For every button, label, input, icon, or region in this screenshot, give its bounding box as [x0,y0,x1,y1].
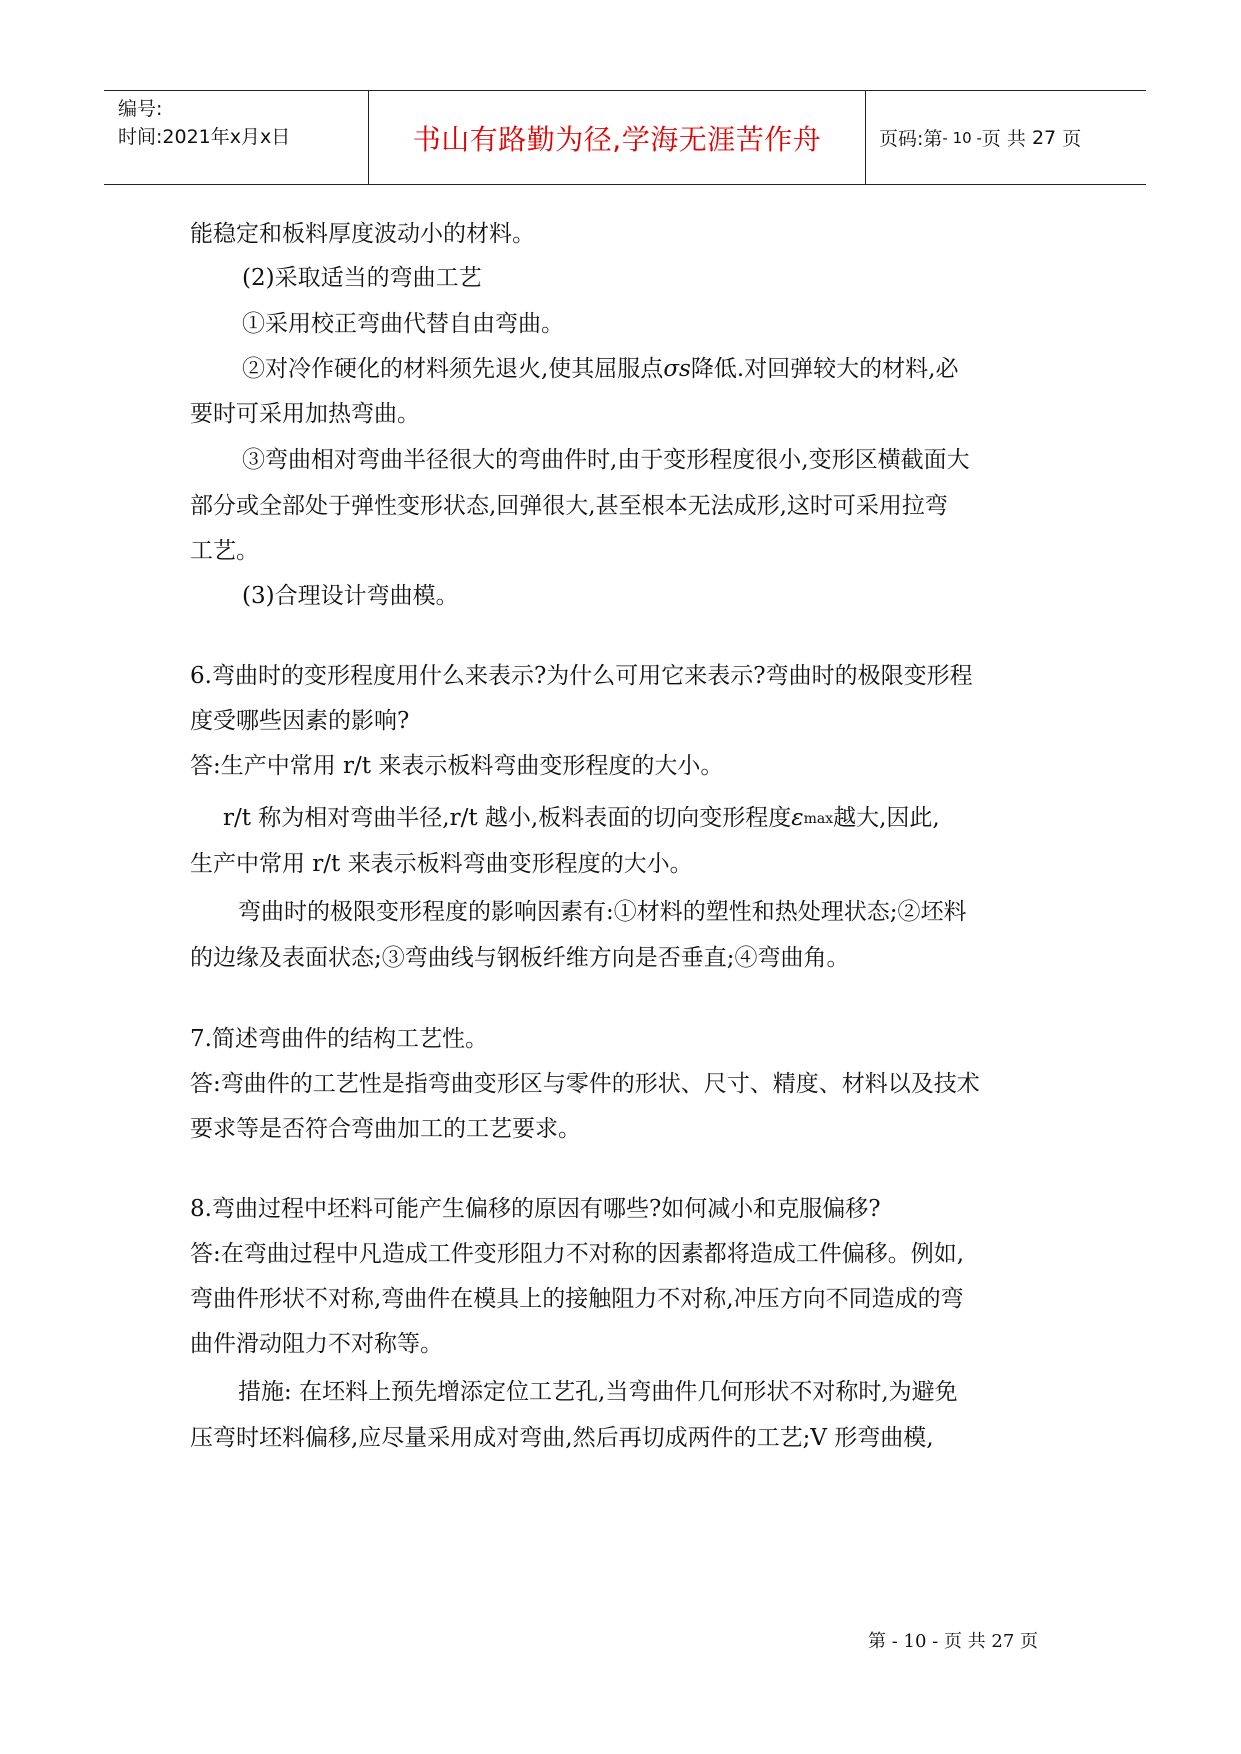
text-line: 压弯时坯料偏移,应尽量采用成对弯曲,然后再切成两件的工艺;V 形弯曲模, [190,1425,934,1451]
epsilon-symbol: ε [791,805,804,831]
header-table [104,90,1146,185]
header-left-cell [104,91,369,184]
text-line: 弯曲时的极限变形程度的影响因素有:①材料的塑性和热处理状态;②坯料 [238,899,967,925]
question-7: 7.简述弯曲件的结构工艺性。 [190,1026,488,1052]
text-line: (3)合理设计弯曲模。 [242,583,459,609]
text-line: 的边缘及表面状态;③弯曲线与钢板纤维方向是否垂直;④弯曲角。 [190,945,850,971]
text-line: 能稳定和板料厚度波动小的材料。 [190,221,535,247]
text-line: 曲件滑动阻力不对称等。 [190,1331,443,1357]
page-prefix: 页码:第 [879,128,943,150]
answer-6: 答:生产中常用 r/t 来表示板料弯曲变形程度的大小。 [190,753,724,779]
text-fragment: 越大,因此, [833,805,940,831]
text-fragment: r/t 称为相对弯曲半径,r/t 越小,板料表面的切向变形程度 [223,805,792,831]
page-mid: 页 共 [981,128,1026,150]
text-line: 要求等是否符合弯曲加工的工艺要求。 [190,1116,581,1142]
text-line: ①采用校正弯曲代替自由弯曲。 [242,311,564,337]
time-label: 时间:2021年x月x日 [118,126,291,148]
text-line: 部分或全部处于弹性变形状态,回弹很大,甚至根本无法成形,这时可采用拉弯 [190,493,948,519]
epsilon-subscript: max [803,811,834,827]
header-page-cell [865,91,1146,184]
header-motto: 书山有路勤为径,学海无涯苦作舟 [369,91,866,184]
text-line: ③弯曲相对弯曲半径很大的弯曲件时,由于变形程度很小,变形区横截面大 [242,447,970,473]
answer-8: 答:在弯曲过程中凡造成工件变形阻力不对称的因素都将造成工件偏移。例如, [190,1241,965,1267]
text-fragment: 降低.对回弹较大的材料,必 [690,356,959,382]
question-6: 6.弯曲时的变形程度用什么来表示?为什么可用它来表示?弯曲时的极限变形程 [190,663,973,689]
text-line: 度受哪些因素的影响? [190,708,410,734]
text-line: 工艺。 [190,538,259,564]
page-suffix: 页 [1062,128,1082,150]
text-line: (2)采取适当的弯曲工艺 [242,265,482,291]
page-number: - 10 - [942,128,982,147]
sigma-symbol: σs [663,356,691,382]
answer-7: 答:弯曲件的工艺性是指弯曲变形区与零件的形状、尺寸、精度、材料以及技术 [190,1071,980,1097]
text-line: 生产中常用 r/t 来表示板料弯曲变形程度的大小。 [190,851,693,877]
text-line: 弯曲件形状不对称,弯曲件在模具上的接触阻力不对称,冲压方向不同造成的弯 [190,1286,964,1312]
text-fragment: ②对冷作硬化的材料须先退火,使其屈服点 [242,356,664,382]
text-line [223,799,940,832]
text-line: 要时可采用加热弯曲。 [190,401,420,427]
page-total: 27 [1031,126,1057,149]
serial-label: 编号: [118,98,163,120]
text-line [242,350,958,383]
page-footer: 第 - 10 - 页 共 27 页 [868,1631,1039,1652]
text-line: 措施: 在坯料上预先增添定位工艺孔,当弯曲件几何形状不对称时,为避免 [238,1379,958,1405]
question-8: 8.弯曲过程中坯料可能产生偏移的原因有哪些?如何减小和克服偏移? [190,1196,881,1222]
